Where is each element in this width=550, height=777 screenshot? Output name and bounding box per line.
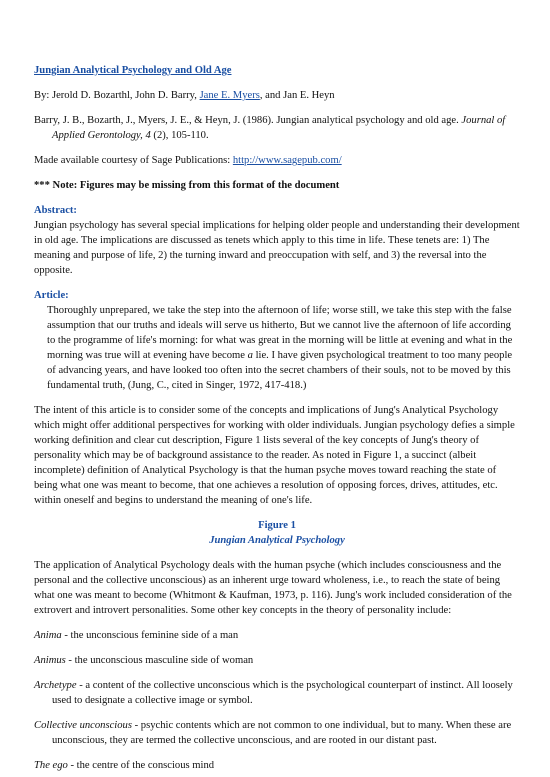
quote-part-a: Thoroughly unprepared, we take the step into the afternoon of life; worse still, we take this step with the false assumption that our truths and ideals will serve us hitherto, But we cannot live the afternoon of life according to the programme of life's morning: for what was great in the morning will be little at evening and what in the morning was true will at evening have become bbox=[47, 305, 513, 361]
publisher-link[interactable]: http://www.sagepub.com/ bbox=[232, 155, 342, 166]
term-animus bbox=[34, 653, 520, 668]
term-name: Archetype bbox=[34, 680, 77, 691]
document-title bbox=[34, 63, 520, 78]
abstract-heading: Abstract: bbox=[34, 205, 77, 216]
term-collective-unconscious bbox=[34, 718, 520, 748]
term-definition: - the unconscious masculine side of woman bbox=[65, 655, 254, 666]
document-page bbox=[34, 63, 520, 773]
intro-paragraph: The intent of this article is to consider some of the concepts and implications of Jung's Analytical Psychology which might offer additional perspectives for working with older individuals. Jungian psychology defies a simple working definition and clear cut description, Figure 1 lists several of the key concepts of Jung's theory of personality which may be of background assistance to the reader. As noted in Figure 1, a succinct (albeit incomplete) definition of Analytical Psychology is that the human psyche moves toward reaching the state of being what one was meant to become, that one achieves a resolution of opposing forces, drives, attitudes, etc. within oneself and begins to understand the meaning of one's life. bbox=[34, 405, 515, 506]
figure-caption: Jungian Analytical Psychology bbox=[209, 535, 345, 546]
citation-journal: Journal of Applied Gerontology, 4 bbox=[52, 115, 506, 141]
term-archetype bbox=[34, 678, 520, 708]
citation bbox=[34, 113, 520, 143]
term-name: Anima bbox=[34, 630, 62, 641]
courtesy-line bbox=[34, 153, 520, 168]
term-definition: - a content of the collective unconscious which is the psychological counterpart of instinct. All loosely used to designate a collective image or symbol. bbox=[52, 680, 513, 706]
title-link[interactable]: Jungian Analytical Psychology and Old Age bbox=[34, 65, 232, 76]
term-anima bbox=[34, 628, 520, 643]
term-ego bbox=[34, 758, 520, 773]
byline-suffix: , and Jan E. Heyn bbox=[259, 90, 335, 101]
courtesy-prefix: Made available courtesy of Sage Publications: bbox=[34, 155, 233, 166]
term-name: Collective unconscious bbox=[34, 720, 132, 731]
byline-prefix: By: Jerold D. Bozarthl, John D. Barry, bbox=[34, 90, 200, 101]
article-heading: Article: bbox=[34, 290, 69, 301]
quote-emphasis: a bbox=[247, 350, 253, 361]
abstract-text: Jungian psychology has several special implications for helping older people and understanding their development in old age. The implications are discussed as tenets which apply to this time in life. These tenets are: 1) The meaning and purpose of life, 2) the turning inward and preoccupation with self, and 3) the reversal into the opposite. bbox=[34, 220, 520, 276]
citation-text: Barry, J. B., Bozarth, J., Myers, J. E., & Heyn, J. (1986). Jungian analytical psychology and old age. bbox=[34, 115, 462, 126]
term-definition: - psychic contents which are not common to one individual, but to many. When these are unconscious, they are termed the collective unconscious, and are rooted in our distant past. bbox=[52, 720, 512, 746]
citation-tail: (2), 105-110. bbox=[150, 130, 209, 141]
author-link[interactable]: Jane E. Myers bbox=[199, 90, 260, 101]
term-name: The ego bbox=[34, 760, 68, 771]
figures-note: *** Note: Figures may be missing from this format of the document bbox=[34, 180, 340, 191]
jung-quote bbox=[47, 303, 520, 393]
figure-label: Figure 1 bbox=[258, 520, 296, 531]
byline bbox=[34, 88, 520, 103]
application-paragraph: The application of Analytical Psychology deals with the human psyche (which includes consciousness and the personal and the collective unconscious) as an inherent urge toward wholeness, i.e., to reach the state of being what one was meant to become (Whitmont & Kaufman, 1973, p. 116). Jung's work included consideration of the extrovert and introvert personalities. Some other key concepts in the theory of personality include: bbox=[34, 560, 512, 616]
term-name: Animus bbox=[34, 655, 66, 666]
term-definition: - the unconscious feminine side of a man bbox=[61, 630, 239, 641]
quote-part-b: lie. I have given psychological treatment to too many people of advancing years, and have looked too often into the secret chambers of their souls, not to be moved by this fundamental truth, (Jung, C., cited in Singer, 1972, 417-418.) bbox=[47, 350, 513, 391]
term-definition: - the centre of the conscious mind bbox=[67, 760, 215, 771]
